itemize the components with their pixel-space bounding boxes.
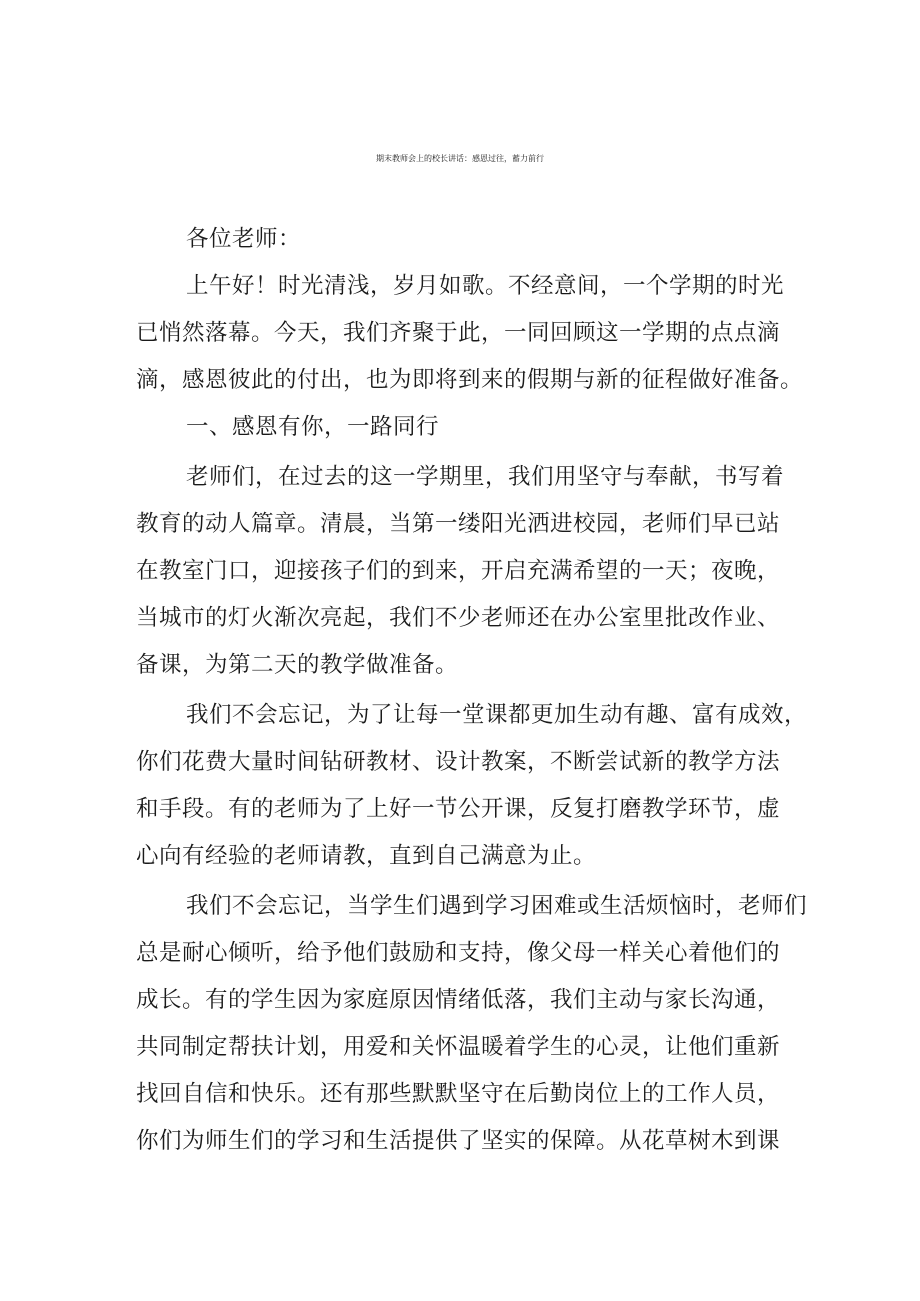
paragraph-line: 老师们，在过去的这一学期里，我们用坚守与奉献，书写着 (186, 464, 785, 490)
paragraph-line: 教育的动人篇章。清晨，当第一缕阳光洒进校园，老师们早已站 (136, 511, 781, 537)
paragraph-line: 我们不会忘记，当学生们遇到学习困难或生活烦恼时，老师们 (186, 893, 808, 919)
paragraph-line: 你们为师生们的学习和生活提供了坚实的保障。从花草树木到课 (136, 1128, 781, 1154)
paragraph-line: 你们花费大量时间钻研教材、设计教案，不断尝试新的教学方法 (136, 749, 781, 775)
paragraph-line: 在教室门口，迎接孩子们的到来，开启充满希望的一天；夜晚， (136, 558, 781, 584)
paragraph-line: 共同制定帮扶计划，用爱和关怀温暖着学生的心灵，让他们重新 (136, 1034, 781, 1060)
paragraph-line: 和手段。有的老师为了上好一节公开课，反复打磨教学环节，虚 (136, 796, 781, 822)
paragraph-line: 上午好！时光清浅，岁月如歌。不经意间，一个学期的时光 (186, 273, 785, 299)
paragraph-line: 心向有经验的老师请教，直到自己满意为止。 (136, 843, 597, 869)
section-heading: 一、感恩有你，一路同行 (186, 414, 440, 440)
paragraph-line: 找回自信和快乐。还有那些默默坚守在后勤岗位上的工作人员， (136, 1081, 781, 1107)
paragraph-line: 总是耐心倾听，给予他们鼓励和支持，像父母一样关心着他们的 (136, 940, 781, 966)
paragraph-line: 当城市的灯火渐次亮起，我们不少老师还在办公室里批改作业、 (136, 605, 781, 631)
paragraph-line: 滴，感恩彼此的付出，也为即将到来的假期与新的征程做好准备。 (136, 367, 804, 393)
paragraph-line: 成长。有的学生因为家庭原因情绪低落，我们主动与家长沟通， (136, 987, 781, 1013)
greeting: 各位老师： (186, 226, 302, 252)
paragraph-line: 备课，为第二天的教学做准备。 (136, 652, 459, 678)
document-title: 期末教师会上的校长讲话：感恩过往，蓄力前行 (376, 154, 544, 163)
paragraph-line: 我们不会忘记，为了让每一堂课都更加生动有趣、富有成效， (186, 702, 808, 728)
paragraph-line: 已悄然落幕。今天，我们齐聚于此，一同回顾这一学期的点点滴 (136, 320, 781, 346)
